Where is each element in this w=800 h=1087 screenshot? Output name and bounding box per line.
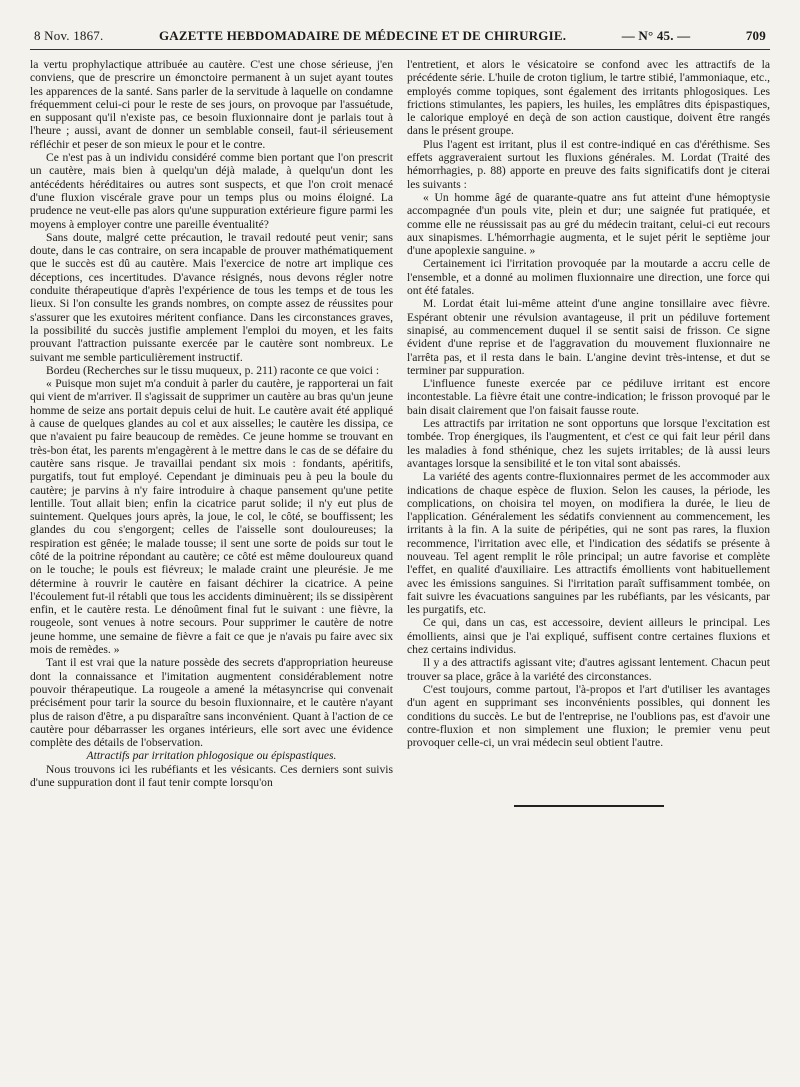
right-column: [407, 58, 770, 1067]
paragraph: La variété des agents contre-fluxionnaires permet de les accommoder aux indications de chaque espèce de fluxion. Selon les causes, la période, les complications, on choisira tel moyen, on modifiera la durée, le lieu de l'application. Généralement les sédatifs conviennent au commencement, les irritants à la fin. A la suite de péripéties, qui ne sont pas rares, la fluxion recommence, l'irritation avec elle, et l'indication des sédatifs se présente à nouveau. Tel agent remplit le rôle principal; un autre favorise et complète l'effet, en qualité d'auxiliaire. Les attractifs émollients vont habituellement avec les émissions sanguines. Si l'irritation paraît suffisamment tombée, on fait suivre les évacuations sanguines par les rubéfiants, par les vésicants, par les purgatifs, etc.: [407, 470, 770, 617]
page-number: 709: [745, 28, 766, 43]
paragraph: Bordeu (Recherches sur le tissu muqueux, p. 211) raconte ce que voici :: [46, 363, 380, 377]
quotation: « Un homme âgé de quarante-quatre ans fut atteint d'une hémoptysie accompagnée d'un pouls vite, plein et dur; une saignée fut pratiquée, et comme elle ne réussissait pas au gré du médecin traitant, celui-ci eut recours aux sinapismes. L'hémorrhagie augmenta, et le sujet périt le septième jour d'une apoplexie sanguine. »: [407, 190, 770, 258]
paragraph: C'est toujours, comme partout, l'à-propos et l'art d'utiliser les avantages d'un agent en supprimant ses inconvénients possibles, qui donnent les conditions du succès. Le but de l'entreprise, ne l'oublions pas, est d'avoir une contre-fluxion et non simplement une fluxion; le premier venu peut provoquer celle-ci, un vrai médecin seul obtient l'autre.: [407, 682, 770, 750]
issue-number: — N° 45. —: [621, 28, 691, 43]
paragraph: la vertu prophylactique attribuée au cautère. C'est une chose sérieuse, j'en conviens, que de prescrire un émonctoire permanent à un sujet ayant toutes les apparences de la santé. Sans parler de la servitude à laquelle on condamne fréquemment celui-ci pour le reste de ses jours, on provoque par l'assuétude, en supposant qu'il n'existe pas, ce besoin fluxionnaire dont je parlais tout à l'heure ; aussi, avant de donner un semblable conseil, faut-il sérieusement réfléchir et peser de son mieux le pour et le contre.: [30, 58, 393, 151]
paragraph: Les attractifs par irritation ne sont opportuns que lorsque l'excitation est tombée. Trop énergiques, ils l'augmentent, et c'est ce qui fait leur péril dans les maladies à fond sthénique, chez les sujets irritables; de là aussi leurs avantages lorsque la sensibilité et le ton vital sont abaissés.: [407, 417, 770, 470]
page-header: [34, 28, 766, 46]
article-body: [30, 58, 770, 1067]
journal-title: GAZETTE HEBDOMADAIRE DE MÉDECINE ET DE CHIRURGIE.: [158, 28, 567, 43]
paragraph: Ce n'est pas à un individu considéré comme bien portant que l'on prescrit un cautère, mais bien à quelqu'un déjà malade, à quelqu'un dont les antécédents héréditaires ou autres sont suspects, et que l'on croit menacé d'une fluxion viscérale grave pour un temps plus ou moins éloigné. La prudence ne veut-elle pas alors qu'une suppuration extérieure figure parmi les moyens à employer contre une pareille éventualité?: [30, 151, 393, 231]
header-rule: [30, 49, 770, 50]
paragraph: L'influence funeste exercée par ce pédiluve irritant est encore incontestable. La fièvre était une contre-indication; le frisson provoqué par le bain disait clairement que l'on faisait fausse route.: [407, 377, 770, 417]
end-divider: [514, 805, 664, 807]
paragraph: M. Lordat était lui-même atteint d'une angine tonsillaire avec fièvre. Espérant obtenir une révulsion avantageuse, il prit un pédiluve fortement sinapisé, au commencement duquel il se sentit saisi de frisson. Ce signe évident d'une reprise et de l'aggravation du mouvement fluxionnaire ne l'arrêta pas, et il resta dans le bain. L'angine devint très-intense, et dut se terminer par suppuration.: [407, 297, 770, 377]
paragraph: Ce qui, dans un cas, est accessoire, devient ailleurs le principal. Les émollients, ainsi que je l'ai expliqué, suffisent contre certaines fluxions et chez certains individus.: [407, 616, 770, 657]
paragraph: Plus l'agent est irritant, plus il est contre-indiqué en cas d'éréthisme. Ses effets aggraveraient surtout les fluxions générales. M. Lordat (Traité des hémorrhagies, p. 88) apporte en preuve des faits significatifs dont je citerai les suivants :: [407, 137, 770, 191]
paragraph: Nous trouvons ici les rubéfiants et les vésicants. Ces derniers sont suivis d'une suppuration dont il faut tenir compte lorsqu'on: [30, 762, 393, 790]
paragraph: Sans doute, malgré cette précaution, le travail redouté peut venir; sans doute, dans le cas contraire, on sera incapable de prouver mathématiquement que le succès est dû au cautère. Mais l'exercice de notre art implique ces déceptions, ces incertitudes. D'avance résignés, nous devons régler notre conduite thérapeutique d'après l'expérience de tous les temps et de tous les lieux. Si l'on consulte les grands nombres, on compte assez de réussites pour s'assurer que les exutoires méritent confiance. Dans les circonstances graves, la possibilité du succès justifie amplement l'emploi du moyen, et les faits prouvant l'attraction puissante exercée par le cautère sont nombreux. Le suivant me semble particulièrement instructif.: [30, 230, 393, 364]
section-title: Attractifs par irritation phlogosique ou épispastiques.: [86, 749, 337, 763]
left-column: [30, 58, 393, 1067]
quotation: « Puisque mon sujet m'a conduit à parler du cautère, je rapporterai un fait qui vient de m'arriver. Il s'agissait de supprimer un cautère au bras qu'un jeune homme de seize ans portait depuis celui de huit. Le cautère avait été appliqué à cause de quelques glandes au col et aux aisselles; le cautère les dissipa, ce que n'avaient pu faire beaucoup de remèdes. Ce jeune homme se trouvant en très-bon état, les parents m'engagèrent à le mettre dans le cas de se défaire du cautère sans risque. Je travaillai pendant six mois : fondants, apéritifs, purgatifs, tout fut employé. Cependant je diminuais peu à peu la boule du cautère; je parvins à n'y faire introduire à chaque pansement qu'une petite lentille. Tout allait bien; enfin la cicatrice parut solide; il n'y eut plus de suintement. Quelques jours après, la joue, le col, le côté, se bouffissent; les glandes du cou s'engorgent; celles de l'aisselle sont douloureuses; la respiration est gênée; le malade tousse; il sent une sorte de poids sur tout le côté de la poitrine répondant au cautère; ce côté est même douloureux quand on le touche; le pouls est fiévreux; le malade craint une pleurésie. Je me détermine à rouvrir le cautère en faisant déchirer la cicatrice. A peine l'écoulement fut-il rétabli que tous les accidents diminuèrent; ils se dissipèrent enfin, et le cautère resta. Le dénoûment final fut le suivant : une fièvre, la rougeole, sont venues à notre secours. Pour supprimer le cautère de notre jeune homme, une semaine de fièvre a fait ce que je n'avais pu faire avec six mois de remèdes. »: [30, 377, 393, 657]
paragraph: Tant il est vrai que la nature possède des secrets d'appropriation heureuse dont la connaissance et l'imitation augmentent considérablement notre pouvoir thérapeutique. La rougeole a amené la métasyncrise qui convenait précisément pour tarir la source du besoin fluxionnaire, et le cautère n'ayant plus de raison d'être, a pu disparaître sans inconvénient. Quant à l'action de ce cautère pour débarrasser les organes intérieurs, elle sort avec une évidence complète des détails de l'observation.: [30, 656, 393, 750]
paragraph: Certainement ici l'irritation provoquée par la moutarde a accru celle de l'ensemble, et a donné au molimen fluxionnaire une direction, une force qui ont été fatales.: [407, 257, 770, 298]
issue-date: 8 Nov. 1867.: [34, 28, 104, 43]
paragraph: l'entretient, et alors le vésicatoire se confond avec les attractifs de la précédente série. L'huile de croton tiglium, le tartre stibié, l'ammoniaque, etc., employés comme topiques, sont également des irritants phlogosiques. Les frictions stimulantes, les papiers, les huiles, les emplâtres dits épispastiques, le calorique employé en deçà de son action caustique, doivent être rangés dans le présent groupe.: [407, 58, 770, 138]
paragraph: Il y a des attractifs agissant vite; d'autres agissant lentement. Chacun peut trouver sa place, grâce à la variété des circonstances.: [407, 656, 770, 683]
